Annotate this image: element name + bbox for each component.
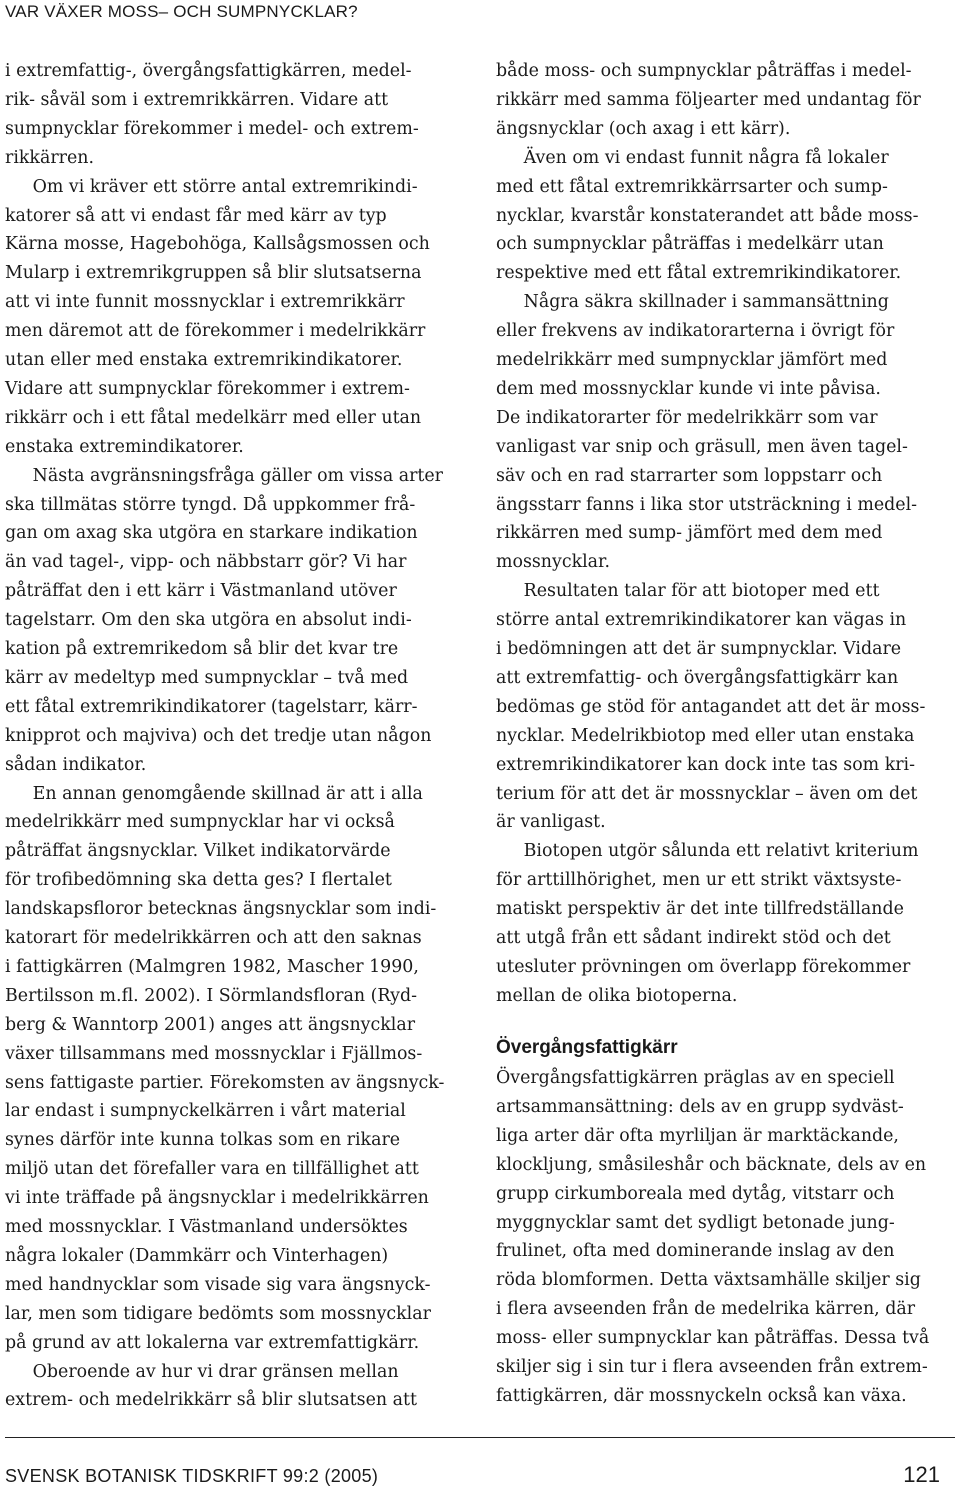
text-line: rik- såväl som i extremrikkärren. Vidare att xyxy=(5,89,389,110)
text-line: artsammansättning: dels av en grupp sydväst- xyxy=(496,1096,904,1117)
text-line: nycklar. Medelrikbiotop med eller utan enstaka xyxy=(496,725,915,746)
text-line: liga arter där ofta myrliljan är marktäckande, xyxy=(496,1125,899,1146)
text-line: och sumpnycklar påträffas i medelkärr utan xyxy=(496,234,884,255)
text-line: terium för att det är mossnycklar – även om det xyxy=(496,783,918,804)
text-line: Nästa avgränsningsfråga gäller om vissa arter xyxy=(5,465,443,486)
text-line: skiljer sig i sin tur i flera avseenden från extrem- xyxy=(496,1357,928,1377)
text-line: utesluter prövningen om överlapp förekommer xyxy=(496,956,911,977)
text-line: eller frekvens av indikatorarterna i övrigt för xyxy=(496,321,895,342)
text-line: respektive med ett fåtal extremrikindikatorer. xyxy=(496,263,902,284)
text-line: några lokaler (Dammkärr och Vinterhagen) xyxy=(5,1245,389,1266)
text-line: landskapsfloror betecknas ängsnycklar som indi- xyxy=(5,899,437,920)
text-line: En annan genomgående skillnad är att i alla xyxy=(5,783,423,804)
text-line: Några säkra skillnader i sammansättning xyxy=(496,292,889,313)
text-line: enstaka extremindikatorer. xyxy=(5,436,244,457)
text-line: Även om vi endast funnit några få lokaler xyxy=(496,147,889,168)
text-line: myggnycklar samt det sydligt betonade jung- xyxy=(496,1212,895,1233)
text-line: större antal extremrikindikatorer kan vägas in xyxy=(496,610,907,631)
text-line: rikkärren med sump- jämfört med dem med xyxy=(496,523,883,544)
text-line: Om vi kräver ett större antal extremrikindi- xyxy=(5,176,418,197)
text-line: lar endast i sumpnyckelkärren i vårt material xyxy=(5,1101,406,1122)
text-line: Oberoende av hur vi drar gränsen mellan xyxy=(5,1361,399,1382)
text-line: bedömas ge stöd för antagandet att det är moss- xyxy=(496,696,926,717)
text-line: katorer så att vi endast får med kärr av typ xyxy=(5,205,387,226)
text-line: kärr av medeltyp med sumpnycklar – två med xyxy=(5,667,409,688)
text-line: röda blomformen. Detta växtsamhälle skiljer sig xyxy=(496,1270,921,1291)
text-line: i flera avseenden från de medelrika kärren, där xyxy=(496,1299,916,1320)
text-line: synes därför inte kunna tolkas som en rikare xyxy=(5,1130,401,1151)
text-line: säv och en rad starrarter som loppstarr och xyxy=(496,465,883,486)
text-line: miljö utan det förefaller vara en tillfällighet att xyxy=(5,1159,419,1180)
text-line: ska tillmätas större tyngd. Då uppkommer frå- xyxy=(5,494,416,515)
text-line: för trofibedömning ska detta ges? I flertalet xyxy=(5,870,392,891)
text-line: sådan indikator. xyxy=(5,754,147,775)
text-line: rikkärren. xyxy=(5,147,94,168)
text-line: De indikatorarter för medelrikkärr som var xyxy=(496,407,878,428)
text-line: att utgå från ett sådant indirekt stöd och det xyxy=(496,928,891,948)
text-line: i extremfattig-, övergångsfattigkärren, medel- xyxy=(5,61,412,81)
text-line: påträffat den i ett kärr i Västmanland utöver xyxy=(5,581,397,602)
text-line: matiskt perspektiv är det inte tillfredställande xyxy=(496,899,904,920)
footer-journal: SVENSK BOTANISK TIDSKRIFT 99:2 (2005) xyxy=(5,1466,379,1486)
text-line: gan om axag ska utgöra en starkare indikation xyxy=(5,523,418,544)
text-line: är vanligast. xyxy=(496,812,606,833)
text-line: mellan de olika biotoperna. xyxy=(496,985,738,1006)
text-line: Vidare att sumpnycklar förekommer i extrem- xyxy=(5,378,410,399)
text-line: Kärna mosse, Hagebohöga, Kallsågsmossen och xyxy=(5,234,430,255)
text-line: extremrikindikatorer kan dock inte tas som kri- xyxy=(496,754,915,775)
text-line: vanligast var snip och gräsull, men även tagel- xyxy=(496,436,908,457)
text-line: medelrikkärr med sumpnycklar har vi också xyxy=(5,812,395,833)
text-line: både moss- och sumpnycklar påträffas i medel- xyxy=(496,61,912,81)
text-line: Övergångsfattigkärren präglas av en speciell xyxy=(496,1068,895,1088)
text-line: påträffat ängsnycklar. Vilket indikatorvärde xyxy=(5,841,391,862)
text-line: för arttillhörighet, men ur ett strikt växtsyste- xyxy=(496,870,902,891)
text-line: nycklar, kvarstår konstaterandet att både moss- xyxy=(496,205,919,226)
text-line: ängsnycklar (och axag i ett kärr). xyxy=(496,118,791,139)
text-line: Mularp i extremrikgruppen så blir slutsatserna xyxy=(5,263,422,284)
text-line: lar, men som tidigare bedömts som mossnycklar xyxy=(5,1303,431,1324)
text-line: Bertilsson m.fl. 2002). I Sörmlandsfloran (Ryd- xyxy=(5,985,417,1006)
text-line: medelrikkärr med sumpnycklar jämfört med xyxy=(496,350,888,370)
text-line: sumpnycklar förekommer i medel- och extrem- xyxy=(5,118,419,139)
text-line: mossnycklar. xyxy=(496,552,610,573)
text-line: rikkärr med samma följearter med undantag för xyxy=(496,89,921,110)
text-line: katorart för medelrikkärren och att den saknas xyxy=(5,928,422,948)
text-line: kation på extremrikedom så blir det kvar tre xyxy=(5,639,399,659)
text-line: vi inte träffade på ängsnycklar i medelrikkärren xyxy=(5,1188,429,1209)
text-line: berg & Wanntorp 2001) anges att ängsnycklar xyxy=(5,1014,416,1035)
text-line: dem med mossnycklar kunde vi inte påvisa. xyxy=(496,378,881,399)
text-line: växer tillsammans med mossnycklar i Fjällmos- xyxy=(5,1043,423,1064)
text-line: rikkärr och i ett fåtal medelkärr med eller utan xyxy=(5,407,422,428)
text-line: Resultaten talar för att biotoper med ett xyxy=(496,581,880,602)
text-line: att vi inte funnit mossnycklar i extremrikkärr xyxy=(5,292,405,313)
text-line: extrem- och medelrikkärr så blir slutsatsen att xyxy=(5,1390,417,1411)
section-heading: Övergångsfattigkärr xyxy=(496,1037,678,1058)
text-line: klockljung, småsileshår och bäcknate, dels av en xyxy=(496,1154,927,1175)
text-line: utan eller med enstaka extremrikindikatorer. xyxy=(5,350,403,370)
text-line: grupp cirkumboreala med dytåg, vitstarr och xyxy=(496,1183,895,1204)
text-line: i bedömningen att det är sumpnycklar. Vidare xyxy=(496,639,902,659)
text-line: ängsstarr fanns i lika stor utsträckning i medel- xyxy=(496,494,918,515)
text-line: med ett fåtal extremrikkärrsarter och sump- xyxy=(496,176,888,197)
text-line: på grund av att lokalerna var extremfattigkärr. xyxy=(5,1332,420,1353)
text-line: men däremot att de förekommer i medelrikkärr xyxy=(5,321,426,342)
text-line: frulinet, ofta med dominerande inslag av den xyxy=(496,1241,895,1262)
text-line: att extremfattig- och övergångsfattigkärr kan xyxy=(496,667,899,688)
text-line: med handnycklar som visade sig vara ängsnyck- xyxy=(5,1274,431,1295)
text-line: än vad tagel-, vipp- och näbbstarr gör? Vi har xyxy=(5,552,407,573)
text-line: sens fattigaste partier. Förekomsten av ängsnyck- xyxy=(5,1072,445,1093)
page-number: 121 xyxy=(903,1462,940,1487)
running-head: VAR VÄXER MOSS– OCH SUMPNYCKLAR? xyxy=(5,2,358,21)
text-line: med mossnycklar. I Västmanland undersöktes xyxy=(5,1217,408,1237)
footer-rule xyxy=(5,1437,955,1438)
text-line: fattigkärren, där mossnyckeln också kan växa. xyxy=(496,1385,907,1406)
text-line: i fattigkärren (Malmgren 1982, Mascher 1990, xyxy=(5,956,419,977)
text-line: ett fåtal extremrikindikatorer (tagelstarr, kärr- xyxy=(5,696,418,717)
text-line: Biotopen utgör sålunda ett relativt kriterium xyxy=(496,841,919,862)
text-line: moss- eller sumpnycklar kan påträffas. Dessa två xyxy=(496,1328,930,1349)
text-line: tagelstarr. Om den ska utgöra en absolut indi- xyxy=(5,610,412,631)
text-line: knipprot och majviva) och det tredje utan någon xyxy=(5,725,432,746)
